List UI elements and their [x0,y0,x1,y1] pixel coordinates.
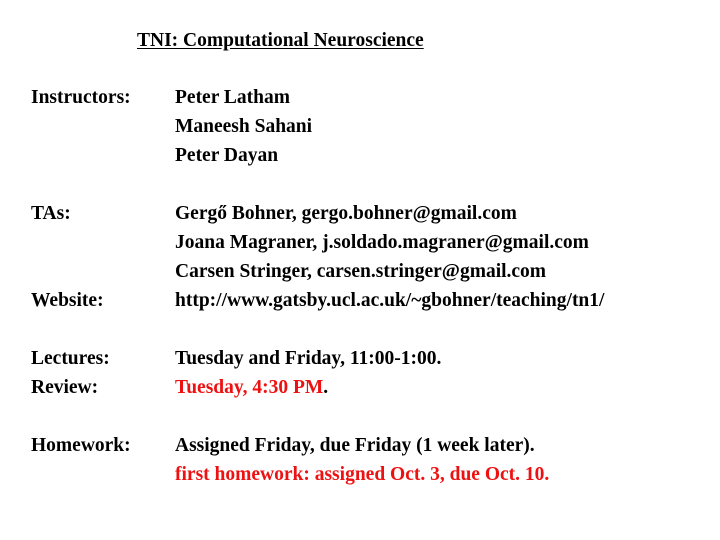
first-homework-note: first homework: assigned Oct. 3, due Oct. 10. [175,464,550,485]
review-schedule [175,374,328,402]
instructor-name: Maneesh Sahani [175,116,313,137]
instructor-name: Peter Latham [175,87,290,108]
ta-entry: Carsen Stringer, carsen.stringer@gmail.com [175,261,547,282]
homework-label: Homework: [31,435,131,456]
website-url: http://www.gatsby.ucl.ac.uk/~gbohner/teaching/tn1/ [175,290,605,311]
lectures-schedule: Tuesday and Friday, 11:00-1:00. [175,348,442,369]
review-label: Review: [31,377,99,398]
homework-policy: Assigned Friday, due Friday (1 week later). [175,435,535,456]
instructors-label: Instructors: [31,87,131,108]
review-time: Tuesday, 4:30 PM [175,377,324,398]
slide-title: TNI: Computational Neuroscience [137,30,424,51]
ta-entry: Gergő Bohner, gergo.bohner@gmail.com [175,203,517,224]
lectures-label: Lectures: [31,348,110,369]
ta-entry: Joana Magraner, j.soldado.magraner@gmail.com [175,232,589,253]
website-label: Website: [31,290,104,311]
instructor-name: Peter Dayan [175,145,279,166]
tas-label: TAs: [31,203,71,224]
review-period: . [323,377,329,398]
